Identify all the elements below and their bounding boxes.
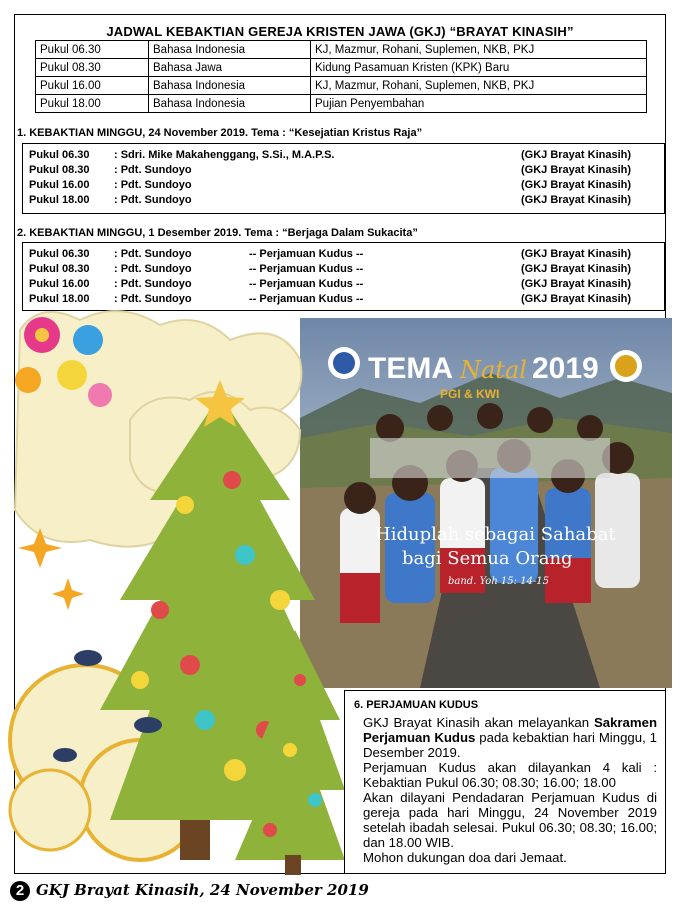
service-place: (GKJ Brayat Kinasih) [521,248,632,260]
service-speaker: : Pdt. Sundoyo [114,278,192,290]
section1-box [22,143,665,214]
perjamuan-paragraph: Mohon dukungan doa dari Jemaat. [363,850,567,865]
page-footer [10,881,369,901]
schedule-songbooks: KJ, Mazmur, Rohani, Suplemen, NKB, PKJ [311,41,647,59]
schedule-songbooks: Pujian Penyembahan [311,95,647,113]
section2-heading: 2. KEBAKTIAN MINGGU, 1 Desember 2019. Tema : “Berjaga Dalam Sukacita” [17,227,418,239]
perjamuan-text: GKJ Brayat Kinasih akan melayankan [363,715,594,730]
schedule-language: Bahasa Indonesia [149,41,311,59]
section1-heading: 1. KEBAKTIAN MINGGU, 24 November 2019. Tema : “Kesejatian Kristus Raja” [17,127,423,139]
service-place: (GKJ Brayat Kinasih) [521,278,632,290]
perjamuan-paragraph [363,715,657,760]
page-number: 2 [10,881,30,901]
service-note: -- Perjamuan Kudus -- [249,278,364,290]
schedule-title: JADWAL KEBAKTIAN GEREJA KRISTEN JAWA (GKJ) “BRAYAT KINASIH” [106,24,574,39]
service-place: (GKJ Brayat Kinasih) [521,263,632,275]
service-time: Pukul 18.00 [29,194,90,206]
footer-text: GKJ Brayat Kinasih, 24 November 2019 [36,881,369,899]
service-place: (GKJ Brayat Kinasih) [521,194,632,206]
table-row [36,77,647,95]
service-speaker: : Sdri. Mike Makahenggang, S.Si., M.A.P.S. [114,149,335,161]
poster-year: 2019 [532,352,599,385]
schedule-language: Bahasa Indonesia [149,77,311,95]
poster-tema: TEMA [368,352,453,385]
perjamuan-text: pada kebaktian hari Minggu, 1 Desember 2019. [363,730,657,760]
table-row [36,95,647,113]
service-speaker: : Pdt. Sundoyo [114,248,192,260]
table-row [36,41,647,59]
schedule-time: Pukul 06.30 [36,41,149,59]
schedule-songbooks: Kidung Pasamuan Kristen (KPK) Baru [311,59,647,77]
service-speaker: : Pdt. Sundoyo [114,164,192,176]
schedule-language: Bahasa Jawa [149,59,311,77]
service-place: (GKJ Brayat Kinasih) [521,179,632,191]
service-time: Pukul 16.00 [29,179,90,191]
poster-natal: Natal [460,356,527,384]
schedule-time: Pukul 16.00 [36,77,149,95]
poster-verse-line2: bagi Semua Orang [402,548,573,569]
schedule-table [35,40,647,113]
service-note: -- Perjamuan Kudus -- [249,248,364,260]
service-time: Pukul 06.30 [29,149,90,161]
service-speaker: : Pdt. Sundoyo [114,263,192,275]
schedule-songbooks: KJ, Mazmur, Rohani, Suplemen, NKB, PKJ [311,77,647,95]
service-time: Pukul 16.00 [29,278,90,290]
service-note: -- Perjamuan Kudus -- [249,293,364,305]
perjamuan-paragraph: Perjamuan Kudus akan dilayankan 4 kali : Kebaktian Pukul 06.30; 08.30; 16.00; 18.00 [363,760,657,790]
natal-poster [300,318,672,688]
service-speaker: : Pdt. Sundoyo [114,194,192,206]
service-note: -- Perjamuan Kudus -- [249,263,364,275]
service-time: Pukul 18.00 [29,293,90,305]
perjamuan-bold-text: Sakramen Perjamuan Kudus [363,715,657,745]
service-time: Pukul 08.30 [29,263,90,275]
schedule-time: Pukul 18.00 [36,95,149,113]
table-row [36,59,647,77]
poster-verse-line1: Hiduplah sebagai Sahabat [375,524,616,545]
perjamuan-paragraph: Akan dilayani Pendadaran Perjamuan Kudus di gereja pada hari Minggu, 24 November 2019 setelah ibadah selesai. Pukul 06.30; 08.30; 16.00; dan 18.00 WIB. [363,790,657,850]
poster-image [300,318,672,688]
perjamuan-heading: 6. PERJAMUAN KUDUS [354,699,479,711]
service-place: (GKJ Brayat Kinasih) [521,149,632,161]
schedule-time: Pukul 08.30 [36,59,149,77]
service-time: Pukul 08.30 [29,164,90,176]
perjamuan-body [363,715,657,865]
poster-reference: band. Yoh 15: 14-15 [448,576,550,587]
service-place: (GKJ Brayat Kinasih) [521,293,632,305]
christmas-decoration [0,300,350,875]
perjamuan-box [344,690,666,874]
poster-org: PGI & KWI [440,387,500,401]
service-speaker: : Pdt. Sundoyo [114,293,192,305]
service-speaker: : Pdt. Sundoyo [114,179,192,191]
service-time: Pukul 06.30 [29,248,90,260]
service-place: (GKJ Brayat Kinasih) [521,164,632,176]
schedule-language: Bahasa Indonesia [149,95,311,113]
